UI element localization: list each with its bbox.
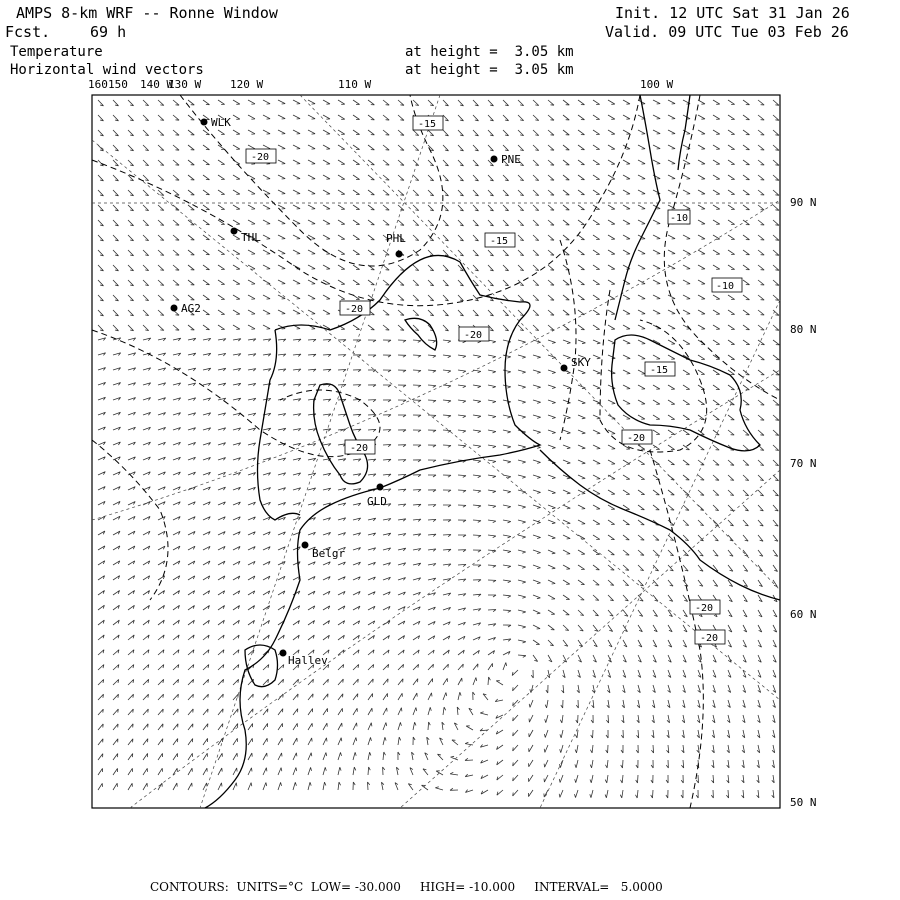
contour-label-text: -15 <box>650 365 669 376</box>
contour-label-text: -20 <box>627 433 646 444</box>
contour-info-footer: CONTOURS: UNITS=°C LOW= -30.000 HIGH= -10.000 INTERVAL= 5.0000 <box>150 880 663 894</box>
coastline-south-island <box>245 645 278 687</box>
coastline-north-east <box>615 95 660 320</box>
map-title: AMPS 8-km WRF -- Ronne Window <box>16 4 278 22</box>
lon-label-100w: 100 W <box>640 78 674 91</box>
contour-label-text: -20 <box>350 443 369 454</box>
station-label: Hallev <box>288 654 328 667</box>
contour-line-8 <box>664 95 780 400</box>
contour-labels <box>246 116 742 644</box>
grid-lon-2 <box>300 95 780 590</box>
init-time: Init. 12 UTC Sat 31 Jan 26 <box>615 4 850 22</box>
coastline-weddell-east <box>540 450 780 600</box>
coastlines <box>205 95 780 808</box>
lat-label-60n: 60 N <box>790 608 817 621</box>
contour-label <box>340 301 370 315</box>
field-temperature-height: at height = 3.05 km <box>405 44 574 60</box>
field-wind-name: Horizontal wind vectors <box>10 62 204 78</box>
lat-label-80n: 80 N <box>790 323 817 336</box>
contour-label-text: -20 <box>700 633 719 644</box>
station-ag2 <box>171 302 201 315</box>
station-gld <box>367 484 387 509</box>
lon-label-130w: 130 W <box>168 78 202 91</box>
station-label: Belgr <box>312 547 346 560</box>
lon-label-160: 160 <box>88 78 108 91</box>
temperature-contours <box>92 95 780 808</box>
station-label: PHL <box>386 232 406 245</box>
station-label: AG2 <box>181 302 201 315</box>
station-thl <box>231 228 262 245</box>
station-label: GLD <box>367 495 387 508</box>
field-temperature-name: Temperature <box>10 44 103 60</box>
forecast-label: Fcst. <box>5 23 51 41</box>
station-label: SKY <box>571 356 591 369</box>
contour-line-5 <box>650 450 703 808</box>
field-wind-height: at height = 3.05 km <box>405 62 574 78</box>
station-label: WLK <box>211 116 231 129</box>
graticule <box>92 95 780 808</box>
lon-label-110w: 110 W <box>338 78 372 91</box>
contour-label <box>695 630 725 644</box>
contour-label <box>485 233 515 247</box>
contour-label-text: -10 <box>716 281 735 292</box>
contour-label <box>690 600 720 614</box>
coastline-inlet <box>405 318 437 350</box>
lon-label-120w: 120 W <box>230 78 264 91</box>
lon-label-140w: 140 W <box>140 78 174 91</box>
contour-label <box>668 210 690 224</box>
valid-time: Valid. 09 UTC Tue 03 Feb 26 <box>605 23 849 41</box>
contour-label-text: -20 <box>464 330 483 341</box>
coastline-ronne-front <box>258 330 301 520</box>
station-pne <box>491 153 521 166</box>
contour-line-1 <box>92 95 640 306</box>
lon-label-150: 150 <box>108 78 128 91</box>
station-phl <box>386 232 406 258</box>
contour-label-text: -15 <box>490 236 509 247</box>
contour-label-text: -20 <box>695 603 714 614</box>
lat-label-50n: 50 N <box>790 796 817 809</box>
map-frame <box>92 95 780 808</box>
station-label: PNE <box>501 153 521 166</box>
coastline-berkner <box>314 384 368 484</box>
contour-line-3 <box>92 330 380 457</box>
contour-label <box>622 430 652 444</box>
wind-vector-field <box>98 100 779 798</box>
station-sky <box>561 356 592 372</box>
contour-line-6 <box>560 240 576 440</box>
stations <box>171 116 592 667</box>
contour-label <box>712 278 742 292</box>
grid-lon-3 <box>200 95 440 808</box>
contour-label <box>246 149 276 163</box>
station-hallev <box>280 650 329 668</box>
wind-vectors <box>98 100 779 798</box>
contour-label-text: -20 <box>345 304 364 315</box>
station-label: THL <box>241 231 261 244</box>
contour-label <box>645 362 675 376</box>
contour-label-text: -20 <box>251 152 270 163</box>
station-belgr <box>302 542 346 561</box>
contour-label <box>413 116 443 130</box>
forecast-hours: 69 h <box>90 23 127 41</box>
contour-label <box>459 327 489 341</box>
contour-label-text: -10 <box>670 213 689 224</box>
lat-label-90n: 90 N <box>790 196 817 209</box>
lat-label-70n: 70 N <box>790 457 817 470</box>
contour-label-text: -15 <box>418 119 437 130</box>
contour-label <box>345 440 375 454</box>
